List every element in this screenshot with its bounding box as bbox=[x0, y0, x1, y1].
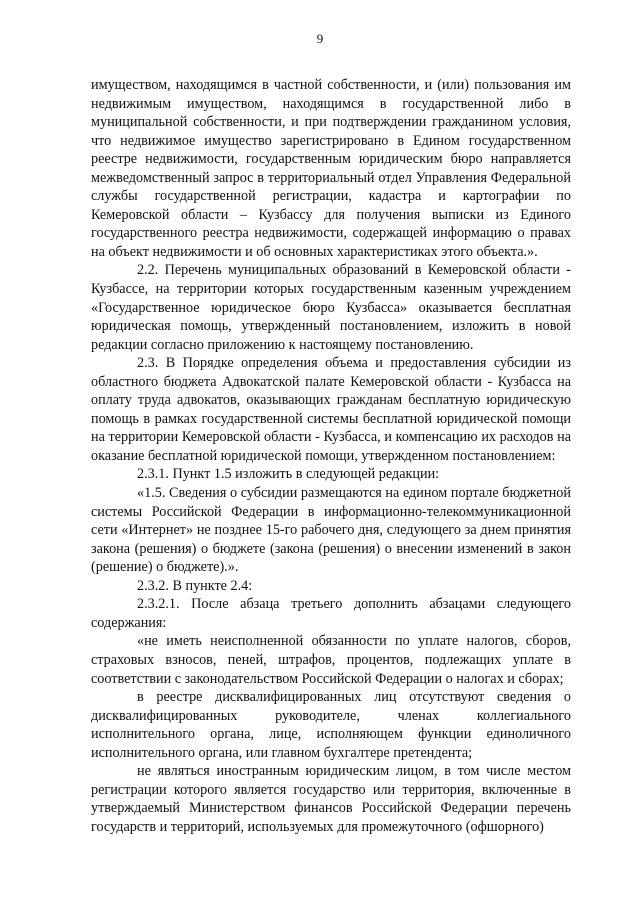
paragraph: 2.3.2.1. После абзаца третьего дополнить абзацами следующего содержания: bbox=[91, 596, 571, 631]
paragraph: 2.3. В Порядке определения объема и предоставления субсидии из областного бюджета Адвокатской палате Кемеровской области - Кузбасса на оплату труда адвокатов, оказывающих гражданам бесплатную юридическую помощь в рамках государственной системы бесплатной юридической помощи на территории Кемеровской области - Кузбасса, и компенсацию их расходов на оказание бесплатной юридической помощи, утвержденном постановлением: bbox=[91, 355, 571, 464]
paragraph: в реестре дисквалифицированных лиц отсутствуют сведения о дисквалифицированных руководителе, членах коллегиального исполнительного органа, лице, исполняющем функции единоличного исполнительного органа, или главном бухгалтере претендента; bbox=[91, 689, 571, 761]
paragraph: не являться иностранным юридическим лицом, в том числе местом регистрации которого является государство или территория, включенные в утверждаемый Министерством финансов Российской Федерации перечень государств и территорий, используемых для промежуточного (офшорного) bbox=[91, 763, 571, 835]
paragraph: имуществом, находящимся в частной собственности, и (или) пользования им недвижимым имуществом, находящимся в государственной либо в муниципальной собственности, и при подтверждении гражданином условия, что недвижимое имущество зарегистрировано в Едином государственном реестре недвижимости, государственным юридическим бюро направляется межведомственный запрос в территориальный отдел Управления Федеральной службы государственной регистрации, кадастра и картографии по Кемеровской области – Кузбассу для получения выписки из Единого государственного реестра недвижимости, содержащей информацию о правах на объект недвижимости и об основных характеристиках этого объекта.». bbox=[91, 77, 571, 260]
paragraph: 2.3.2. В пункте 2.4: bbox=[137, 577, 253, 594]
paragraph: 2.2. Перечень муниципальных образований в Кемеровской области - Кузбассе, на территории которых государственным казенным учреждением «Государственное юридическое бюро Кузбасса» оказывается бесплатная юридическая помощь, утвержденный постановлением, изложить в новой редакции согласно приложению к настоящему постановлению. bbox=[91, 262, 571, 353]
page-number: 9 bbox=[316, 31, 324, 46]
paragraph: «не иметь неисполненной обязанности по уплате налогов, сборов, страховых взносов, пеней, штрафов, процентов, подлежащих уплате в соответствии с законодательством Российской Федерации о налогах и сборах; bbox=[91, 633, 571, 687]
document-body bbox=[91, 76, 571, 836]
paragraph: 2.3.1. Пункт 1.5 изложить в следующей редакции: bbox=[137, 466, 440, 483]
paragraph: «1.5. Сведения о субсидии размещаются на едином портале бюджетной системы Российской Федерации в информационно-телекоммуникационной сети «Интернет» не позднее 15-го рабочего дня, следующего за днем принятия закона (решения) о бюджете (закона (решения) о внесении изменений в закон (решение) о бюджете).». bbox=[91, 485, 571, 576]
